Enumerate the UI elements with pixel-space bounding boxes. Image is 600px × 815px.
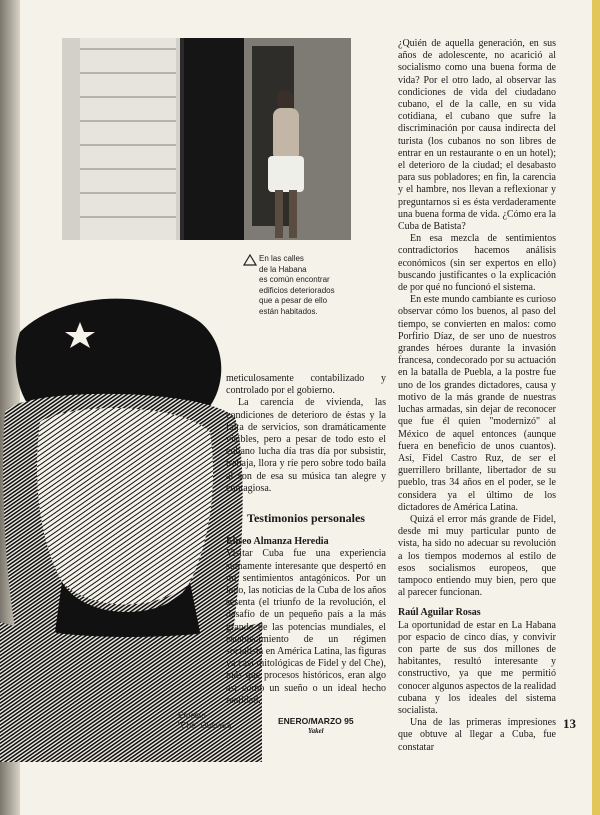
paragraph: meticulosamente contabilizado y controlado por el gobierno. [226,373,386,397]
page-number: 13 [563,716,576,731]
middle-column [226,373,386,707]
che-guevara-portrait [0,292,262,762]
magazine-brand: Yakel [307,727,324,735]
paragraph: La oportunidad de estar en La Habana por espacio de cinco días, y convivir con parte de sus dos millones de habitantes, resultó interesante y constructivo, ya que me permitió conocer algunos aspectos de la realidad cubana y los ideales del sistema socialista. [398,619,556,716]
window-shutter [80,38,176,240]
triangle-icon [243,254,257,266]
doorway [184,38,244,240]
issue-date: ENERO/MARZO 95 [278,716,354,726]
paragraph: En esa mezcla de sentimientos contradictorios hacemos análisis económicos (sin ser expertos en ello) buscando justificantes o la explicación de por qué no funcionó el sistema. [398,233,556,294]
paragraph: ¿Quién de aquella generación, en sus años de adolescente, no acarició al socialismo como una buena forma de vida? Por el otro lado, al observar las condiciones de vida del ciudadano cubano, el de la calle, en su vida cotidiana, el cubano que sufre la discriminación por causa indirecta del turista (los cubanos no son libres de entrar en un restaurante o en un hotel); el deterioro de la ciudad; el desabasto para sus pobladores; en fin, la carencia y el hambre, nos llevan a reflexionar y preguntarnos si es ésta verdaderamente una buena forma de vida. ¿Cómo era la Cuba de Batista? [398,38,556,233]
paragraph: En este mundo cambiante es curioso observar cómo los buenos, al paso del tiempo, se convierten en malos: como Porfirio Díaz, de ser uno de nuestros grandes héroes durante la invasión francesa, condecorado por su actuación en la batalla de Puebla, a la postre fue uno de los grandes dictadores, causa y motivo de la más grande de nuestras luchas armadas, sin dejar de reconocer que fue él quien "modernizó" al México de aquel entonces (aunque fuera en beneficio de unos cuantos). Así, Fidel Castro Ruz, de ser el guerrillero brillante, libertador de su pueblo, tras 34 años en el poder, se le considera ya el último de los dictadores de América Latina. [398,294,556,513]
section-heading: Testimonios personales [247,511,365,526]
page-edge [592,0,600,815]
boy-figure [265,90,305,240]
author-name: Eliseo Almanza Heredia [226,536,329,548]
author-name: Raúl Aguilar Rosas [398,607,481,619]
right-column [398,38,556,754]
paragraph: Visitar Cuba fue una experiencia sumamente interesante que despertó en mí sentimientos antagónicos. Por un lado, las noticias de la Cuba de los años sesenta (el triunfo de la revolución, el desafío de un pequeño país a la más grande de las potencias mundiales, el establecimiento de un régimen socialista en América Latina, las figuras ya casi mitológicas de Fidel y del Che), más que procesos históricos, eran algo así como un sueño o un ideal hecho realidad. [226,548,386,706]
street-photo [62,38,351,240]
paragraph: Una de las primeras impresiones que obtuve al llegar a Cuba, fue constatar [398,717,556,753]
footer [278,716,354,736]
paragraph: Quizá el error más grande de Fidel, desde mi muy particular punto de vista, ha sido no adecuar su revolución a los tiempos modernos al estilo de esos socialismos europeos, que tampoco entiendo muy bien, pero que al parecer funcionan. [398,513,556,599]
photo-caption-text: En las calles de la Habana es común encontrar edificios deteriorados que a pesar de ello están habitados. [259,254,335,316]
portrait-caption: Ernesto "Che" Guevara. [178,711,234,730]
paragraph: La carencia de vivienda, las condiciones de deterioro de éstas y la falta de servicios, son dramáticamente visibles, pero a pesar de todo esto el cubano lucha día tras día por subsistir, trabaja, llora y ríe pero sobre todo baila al son de esa su música tan alegre y contagiosa. [226,397,386,494]
